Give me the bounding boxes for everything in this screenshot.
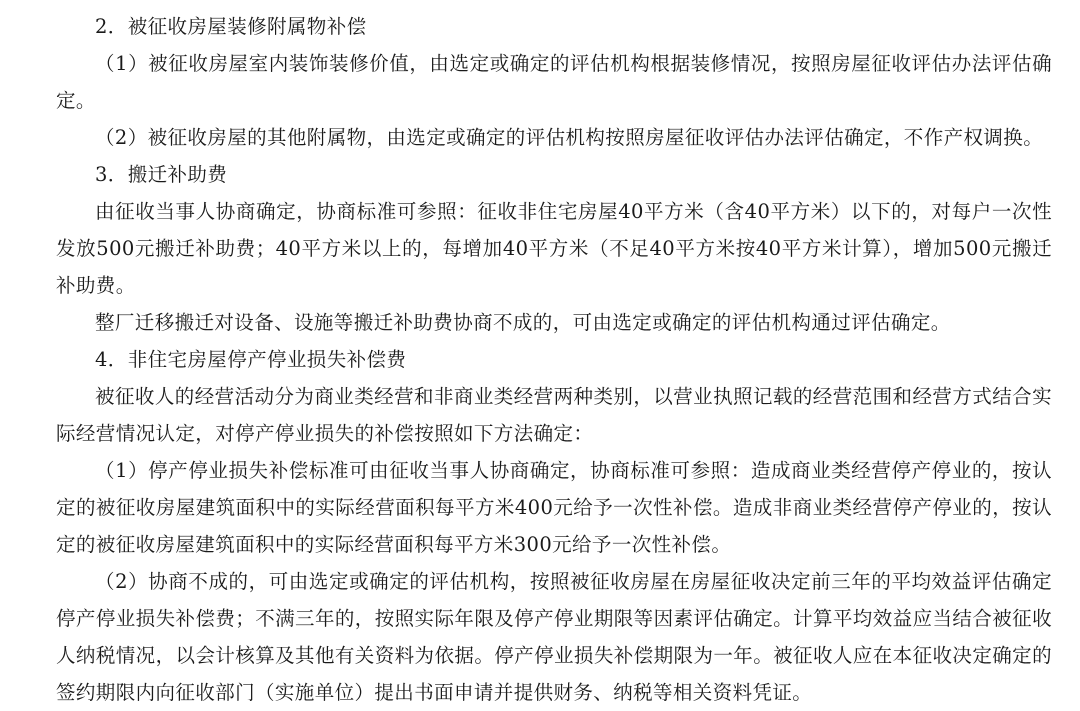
paragraph-4-3: （2）协商不成的，可由选定或确定的评估机构，按照被征收房屋在房屋征收决定前三年的平均效益评估确定停产停业损失补偿费；不满三年的，按照实际年限及停产停业期限等因素评估确定。计算平均效益应当结合被征收人纳税情况，以会计核算及其他有关资料为依据。停产停业损失补偿期限为一年。被征收人应在本征收决定确定的签约期限内向征收部门（实施单位）提出书面申请并提供财务、纳税等相关资料凭证。 (56, 570, 1052, 704)
paragraph-4-2: （1）停产停业损失补偿标准可由征收当事人协商确定，协商标准可参照：造成商业类经营停产停业的，按认定的被征收房屋建筑面积中的实际经营面积每平方米400元给予一次性补偿。造成非商业类经营停产停业的，按认定的被征收房屋建筑面积中的实际经营面积每平方米300元给予一次性补偿。 (56, 459, 1052, 556)
paragraph-2-2: （2）被征收房屋的其他附属物，由选定或确定的评估机构按照房屋征收评估办法评估确定，不作产权调换。 (95, 126, 1044, 149)
paragraph-4-1: 被征收人的经营活动分为商业类经营和非商业类经营两种类别，以营业执照记载的经营范围和经营方式结合实际经营情况认定，对停产停业损失的补偿按照如下方法确定： (56, 385, 1052, 445)
paragraph-3-1: 由征收当事人协商确定，协商标准可参照：征收非住宅房屋40平方米（含40平方米）以下的，对每户一次性发放500元搬迁补助费；40平方米以上的，每增加40平方米（不足40平方米按40平方米计算），增加500元搬迁补助费。 (56, 200, 1052, 297)
heading-item-4: 4．非住宅房屋停产停业损失补偿费 (95, 348, 407, 371)
paragraph-2-1: （1）被征收房屋室内装饰装修价值，由选定或确定的评估机构根据装修情况，按照房屋征收评估办法评估确定。 (56, 52, 1052, 112)
heading-item-3: 3．搬迁补助费 (95, 163, 228, 186)
heading-item-2: 2．被征收房屋装修附属物补偿 (95, 15, 367, 38)
paragraph-3-2: 整厂迁移搬迁对设备、设施等搬迁补助费协商不成的，可由选定或确定的评估机构通过评估确定。 (95, 311, 951, 334)
